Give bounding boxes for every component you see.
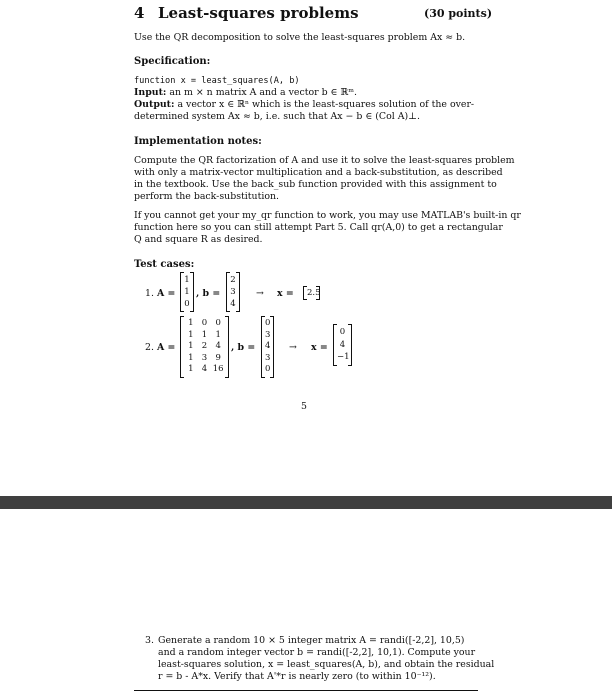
matrix-cell: 0: [184, 299, 190, 309]
case1-matrix-A: [180, 272, 194, 312]
case1-b-label: , b =: [196, 288, 221, 299]
matrix-cell: 0: [201, 318, 208, 328]
notes-para1-line1: Compute the QR factorization of A and use it to solve the least-squares problem: [134, 155, 515, 166]
matrix-cell: 4: [215, 341, 221, 352]
tests-heading: Test cases:: [134, 259, 195, 270]
function-signature: function x = least_squares(A, b): [134, 76, 300, 86]
case2-b-label: , b =: [231, 342, 256, 353]
matrix-cell: 1: [188, 352, 194, 363]
matrix-cell: 2: [201, 341, 208, 352]
matrix-cell: 1: [188, 364, 194, 375]
bracket-right: [225, 316, 229, 378]
matrix-cell: 3: [265, 352, 271, 363]
matrix-cell: 1: [184, 275, 190, 285]
output-text-1: a vector x ∈ ℝⁿ which is the least-squares solution of the over-: [177, 99, 475, 110]
matrix-cell: 1: [188, 329, 194, 340]
case3-line2: and a random integer vector b = randi([-2,2], 10,1). Compute your: [158, 647, 476, 658]
matrix-cell: 2: [230, 275, 236, 285]
matrix-cell: −1: [337, 352, 350, 363]
case1-vector-b: [226, 272, 240, 312]
matrix-cell: 3: [201, 352, 208, 363]
matrix-cell: 0: [265, 318, 271, 328]
section-number: 4: [134, 4, 145, 22]
notes-heading: Implementation notes:: [134, 136, 262, 147]
case1-vector-x: [303, 286, 320, 300]
matrix-cell: 1: [215, 329, 221, 340]
case2-x-label: x =: [311, 342, 328, 353]
matrix-cell: 4: [265, 341, 271, 352]
case2-arrow: →: [289, 342, 297, 353]
matrix-cell: 2.5: [307, 288, 321, 298]
matrix-cell: 0: [265, 364, 271, 375]
spec-output: [134, 99, 474, 111]
matrix-cell: 9: [215, 352, 221, 363]
bracket-right: [236, 272, 240, 312]
page-bottom-rule: [134, 690, 478, 691]
matrix-cell: 16: [212, 364, 224, 375]
intro-text: Use the QR decomposition to solve the least-squares problem Ax ≈ b.: [134, 32, 466, 43]
bracket-right: [270, 316, 274, 378]
matrix-cell: 3: [230, 287, 236, 297]
matrix-cell: 0: [339, 327, 346, 337]
notes-para1-line2: with only a matrix-vector multiplication and a back-substitution, as described: [134, 167, 503, 178]
matrix-cell: 4: [230, 299, 236, 309]
notes-para2-line3: Q and square R as desired.: [134, 234, 263, 245]
page-number: 5: [301, 401, 307, 412]
case2-vector-b: [261, 316, 274, 378]
matrix-cell: 4: [339, 339, 346, 350]
matrix-cell: 1: [188, 341, 194, 352]
case3-line3: least-squares solution, x = least_squares(A, b), and obtain the residual: [158, 659, 495, 670]
notes-para2-line2: function here so you can still attempt Part 5. Call qr(A,0) to get a rectangular: [134, 222, 503, 233]
case1-arrow: →: [256, 288, 264, 299]
case1-label: 1.: [145, 288, 154, 299]
matrix-cell: 1: [184, 287, 190, 297]
case3-line1: Generate a random 10 × 5 integer matrix A = randi([-2,2], 10,5): [158, 635, 465, 646]
section-title: Least-squares problems: [158, 4, 359, 22]
matrix-cell: 0: [215, 318, 221, 328]
document-page-2: [0, 509, 612, 693]
output-label: Output:: [134, 99, 175, 110]
notes-para1-line3: in the textbook. Use the back_sub function provided with this assignment to: [134, 179, 497, 190]
input-label: Input:: [134, 87, 167, 98]
case2-matrix-A: [180, 316, 229, 378]
case1-x-label: x =: [277, 288, 294, 299]
spec-input: [134, 87, 357, 99]
output-text-2: determined system Ax ≈ b, i.e. such that Ax − b ∈ (Col A)⊥.: [134, 111, 420, 122]
case2-label: 2.: [145, 342, 154, 353]
input-text: an m × n matrix A and a vector b ∈ ℝᵐ.: [169, 87, 358, 98]
bracket-right: [190, 272, 194, 312]
spec-heading: Specification:: [134, 56, 211, 67]
case3-label: 3.: [145, 635, 154, 646]
case3-line4: r = b - A*x. Verify that A'*r is nearly zero (to within 10⁻¹²).: [158, 671, 436, 682]
matrix-cell: 1: [201, 329, 208, 340]
matrix-cell: 4: [201, 364, 208, 375]
page-divider: [0, 496, 612, 509]
case1-A-label: A =: [157, 288, 176, 299]
case2-vector-x: [333, 324, 352, 366]
notes-para1-line4: perform the back-substitution.: [134, 191, 280, 202]
case2-A-label: A =: [157, 342, 176, 353]
matrix-cell: 1: [188, 318, 194, 328]
notes-para2-line1: If you cannot get your my_qr function to work, you may use MATLAB's built-in qr: [134, 210, 521, 221]
matrix-cell: 3: [265, 329, 271, 340]
section-points: (30 points): [424, 7, 493, 20]
